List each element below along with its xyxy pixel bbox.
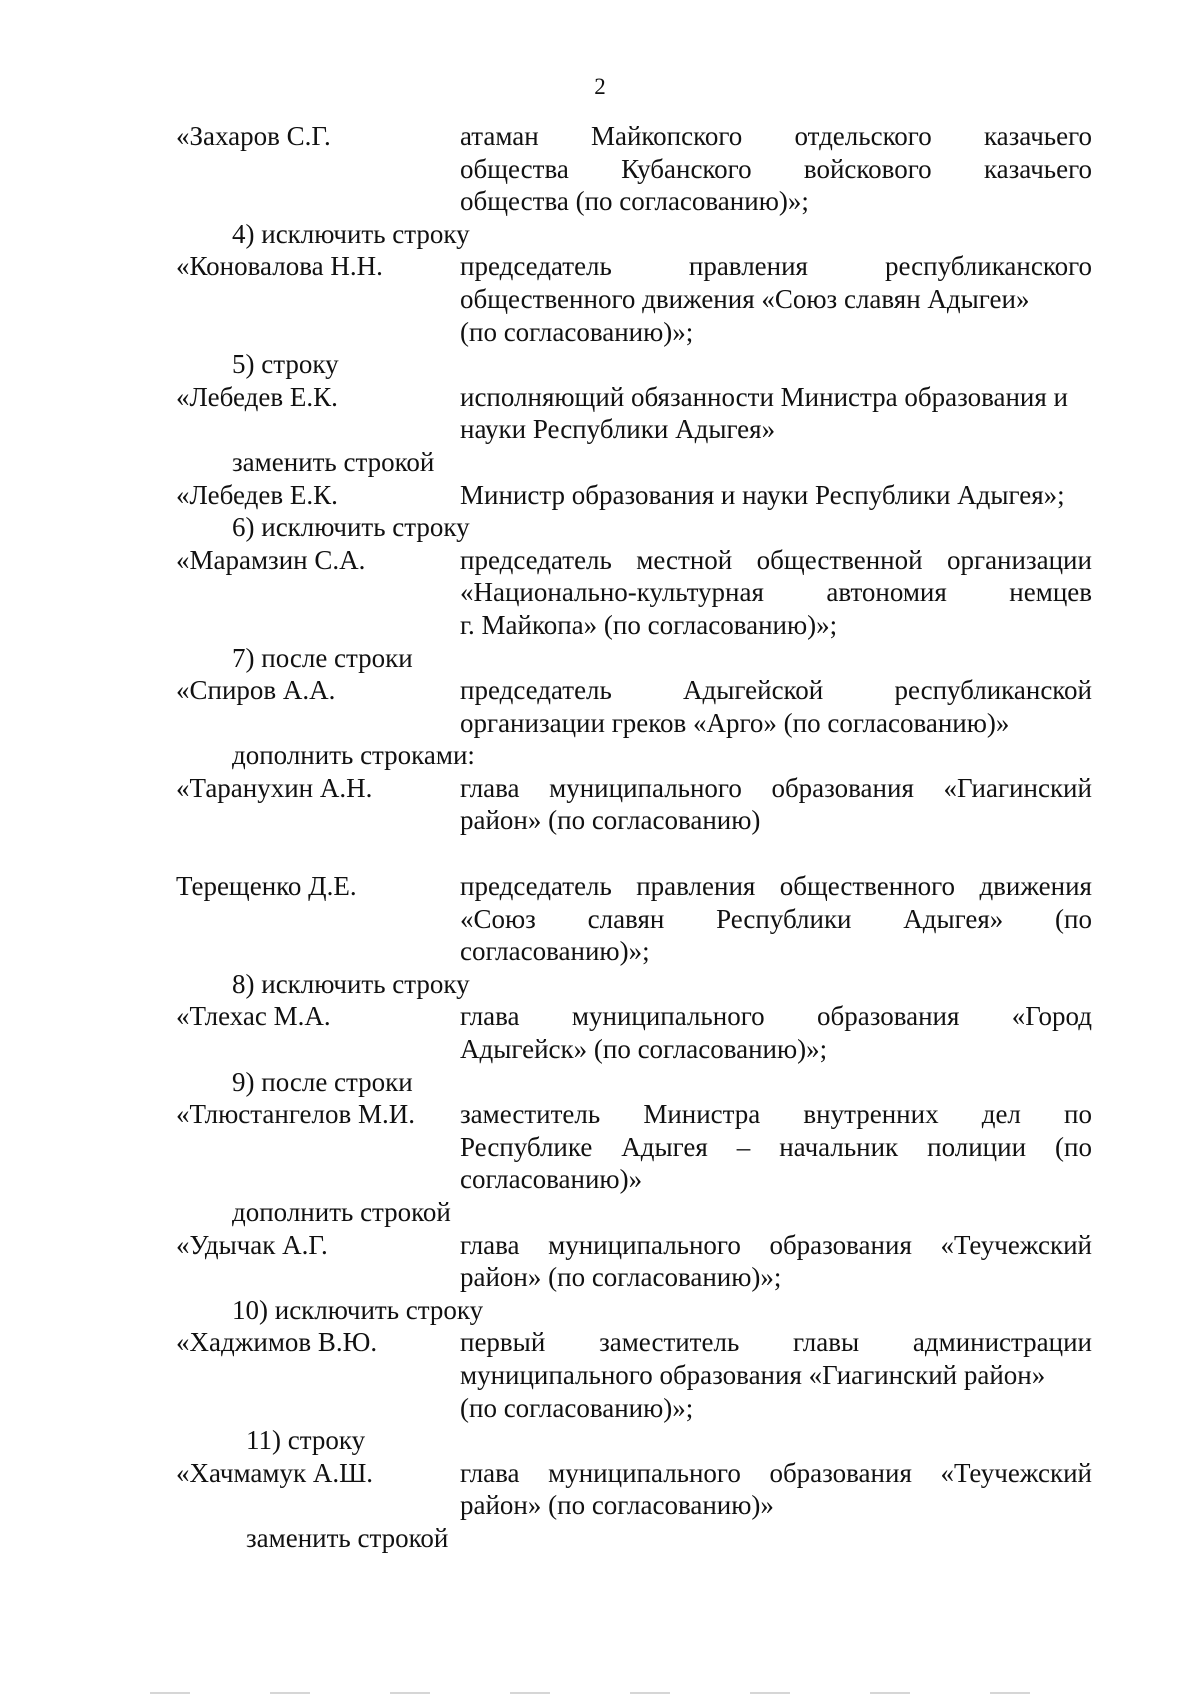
member-position <box>460 120 1092 218</box>
member-entry <box>176 1098 1092 1196</box>
member-position <box>460 250 1092 348</box>
position-line: Министр образования и науки Республики Адыгея»; <box>460 479 1065 510</box>
position-line: согласованию)» <box>460 1164 643 1195</box>
member-name: «Хачмамук А.Ш. <box>176 1457 374 1488</box>
member-name: «Лебедев Е.К. <box>176 479 338 510</box>
amendment-instruction: 5) строку <box>232 349 339 380</box>
member-entry <box>176 544 1092 642</box>
position-line: глава муниципального образования «Теучежский <box>460 1229 1092 1260</box>
member-position <box>460 1326 1092 1424</box>
member-name: «Коновалова Н.Н. <box>176 251 383 282</box>
member-entry <box>176 1326 1092 1424</box>
amendment-instruction: заменить строкой <box>246 1522 449 1553</box>
member-name: «Тлюстангелов М.И. <box>176 1099 416 1130</box>
member-name: «Марамзин С.А. <box>176 544 366 575</box>
position-line: общества (по согласованию)»; <box>460 186 809 217</box>
position-line: первый заместитель главы администрации <box>460 1327 1092 1358</box>
amendment-instruction: заменить строкой <box>232 446 435 477</box>
member-position <box>460 381 1092 446</box>
member-name: «Спиров А.А. <box>176 675 336 706</box>
amendment-instruction: 7) после строки <box>232 642 413 673</box>
member-position <box>460 544 1092 642</box>
position-line: председатель Адыгейской республиканской <box>460 675 1092 706</box>
member-entry <box>176 870 1092 968</box>
member-name: «Таранухин А.Н. <box>176 772 373 803</box>
member-position <box>460 479 1092 512</box>
position-line: атаман Майкопского отдельского казачьего <box>460 121 1092 151</box>
member-name: «Хаджимов В.Ю. <box>176 1327 378 1358</box>
position-line: г. Майкопа» (по согласованию)»; <box>460 609 838 640</box>
amendment-instruction: 11) строку <box>246 1425 366 1456</box>
amendment-instruction: 6) исключить строку <box>232 512 470 543</box>
member-entry <box>176 479 1092 512</box>
amendment-instruction: 8) исключить строку <box>232 968 470 999</box>
position-line: председатель правления общественного движения <box>460 871 1092 902</box>
amendment-instruction: дополнить строками: <box>232 740 475 771</box>
member-name: «Лебедев Е.К. <box>176 381 338 412</box>
position-line: заместитель Министра внутренних дел по <box>460 1099 1092 1130</box>
position-line: глава муниципального образования «Теучежский <box>460 1457 1092 1488</box>
member-name: «Удычак А.Г. <box>176 1229 328 1260</box>
position-line: «Союз славян Республики Адыгея» (по <box>460 903 1092 934</box>
position-line: (по согласованию)»; <box>460 316 694 347</box>
member-position <box>460 1229 1092 1294</box>
position-line: глава муниципального образования «Гиагинский <box>460 772 1092 803</box>
position-line: муниципального образования «Гиагинский район» <box>460 1359 1046 1390</box>
position-line: науки Республики Адыгея» <box>460 414 776 445</box>
member-position <box>460 1000 1092 1065</box>
position-line: Республике Адыгея – начальник полиции (по <box>460 1131 1092 1162</box>
amendment-instruction: дополнить строкой <box>232 1197 451 1227</box>
member-entry <box>176 250 1092 348</box>
member-entry <box>176 120 1092 218</box>
page-number: 2 <box>594 74 606 99</box>
member-name: «Тлехас М.А. <box>176 1001 331 1032</box>
blank-line <box>176 837 1092 870</box>
position-line: председатель правления республиканского <box>460 251 1092 282</box>
member-name: Терещенко Д.Е. <box>176 871 357 902</box>
member-entry <box>176 1229 1092 1294</box>
position-line: глава муниципального образования «Город <box>460 1001 1092 1032</box>
member-entry <box>176 381 1092 446</box>
member-entry <box>176 1000 1092 1065</box>
position-line: район» (по согласованию)» <box>460 1490 774 1521</box>
position-line: согласованию)»; <box>460 936 650 967</box>
document-body <box>176 120 1092 1555</box>
position-line: общества Кубанского войскового казачьего <box>460 153 1092 184</box>
position-line: район» (по согласованию) <box>460 805 761 836</box>
member-entry <box>176 772 1092 837</box>
position-line: общественного движения «Союз славян Адыгеи» <box>460 283 1030 314</box>
amendment-instruction: 10) исключить строку <box>232 1294 484 1325</box>
member-entry <box>176 1457 1092 1522</box>
scan-artifact-line <box>150 1692 1070 1694</box>
position-line: исполняющий обязанности Министра образования и <box>460 381 1068 412</box>
position-line: (по согласованию)»; <box>460 1392 694 1423</box>
amendment-instruction: 4) исключить строку <box>232 218 470 249</box>
position-line: Адыгейск» (по согласованию)»; <box>460 1034 828 1065</box>
member-position <box>460 772 1092 837</box>
position-line: председатель местной общественной организации <box>460 544 1092 575</box>
position-line: организации греков «Арго» (по согласованию)» <box>460 707 1010 738</box>
member-entry <box>176 674 1092 739</box>
member-position <box>460 674 1092 739</box>
position-line: район» (по согласованию)»; <box>460 1262 782 1293</box>
member-name: «Захаров С.Г. <box>176 121 331 151</box>
position-line: «Национально-культурная автономия немцев <box>460 577 1092 608</box>
amendment-instruction: 9) после строки <box>232 1066 413 1097</box>
member-position <box>460 1098 1092 1196</box>
member-position <box>460 1457 1092 1522</box>
member-position <box>460 870 1092 968</box>
